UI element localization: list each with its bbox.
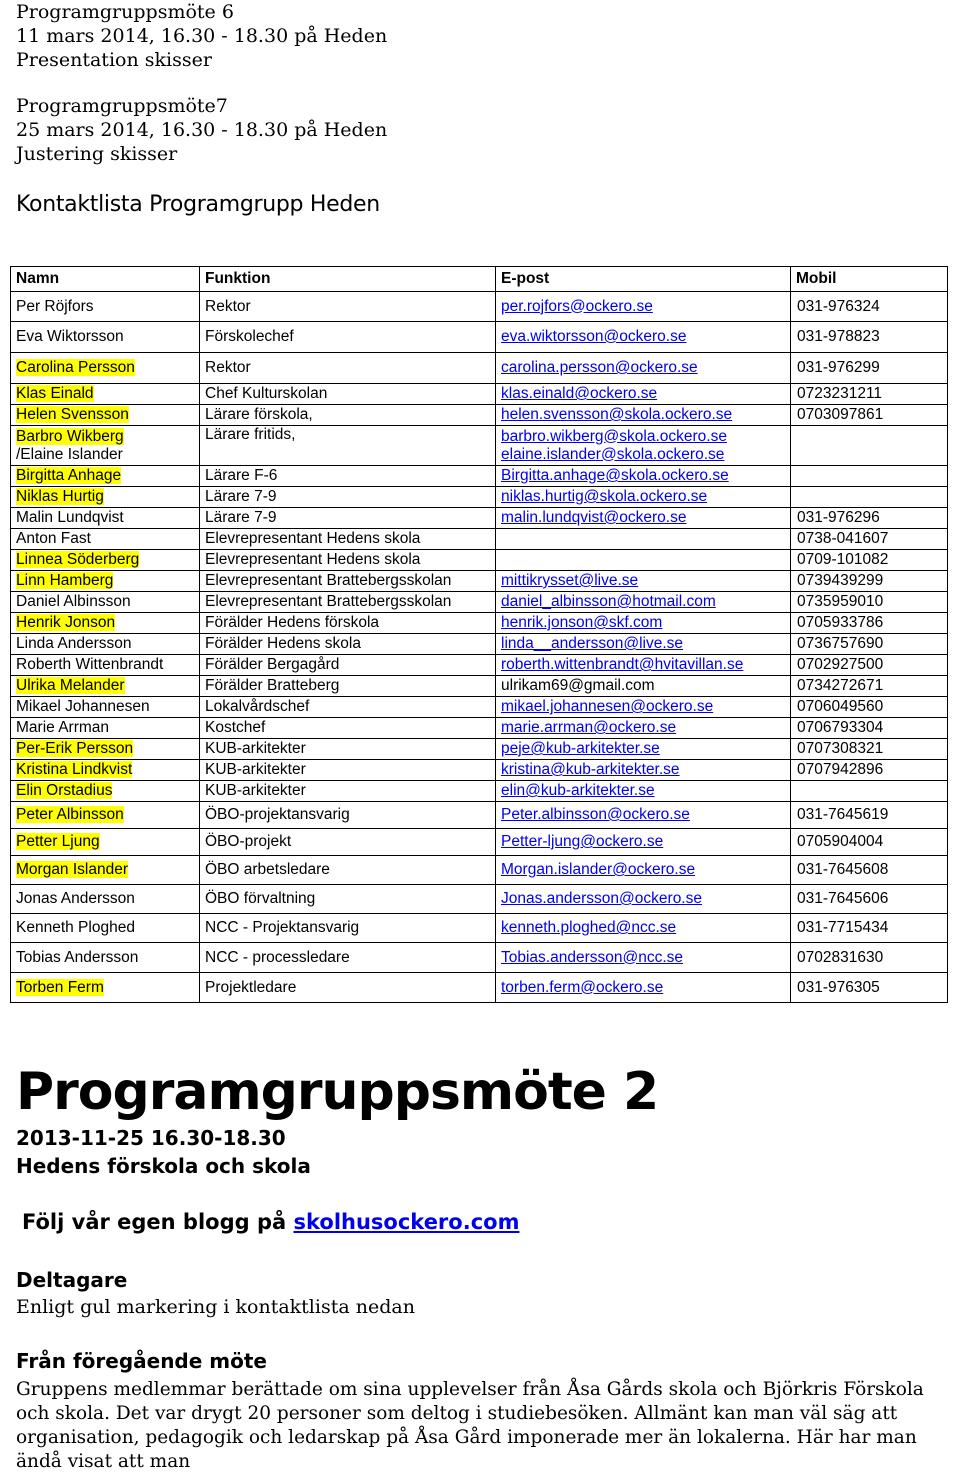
cell-phone: 031-7645606 <box>791 885 948 914</box>
cell-name <box>11 322 200 353</box>
cell-email <box>496 529 791 550</box>
cell-phone: 031-7715434 <box>791 914 948 943</box>
meeting-7-date: 25 mars 2014, 16.30 - 18.30 på Heden <box>16 119 388 141</box>
email-link[interactable]: peje@kub-arkitekter.se <box>501 740 660 757</box>
email-link[interactable]: carolina.persson@ockero.se <box>501 359 698 376</box>
cell-phone: 0735959010 <box>791 592 948 613</box>
contact-name-secondary: /Elaine Islander <box>16 445 123 463</box>
email-link[interactable]: klas.einald@ockero.se <box>501 385 658 402</box>
cell-phone: 031-978823 <box>791 322 948 353</box>
cell-email <box>496 550 791 571</box>
cell-function: Rektor <box>200 353 496 384</box>
cell-phone: 0707942896 <box>791 760 948 781</box>
cell-phone: 0723231211 <box>791 384 948 405</box>
cell-function: ÖBO arbetsledare <box>200 856 496 885</box>
cell-function: ÖBO-projekt <box>200 829 496 856</box>
email-link[interactable]: mikael.johannesen@ockero.se <box>501 698 714 715</box>
email-link[interactable]: barbro.wikberg@skola.ockero.se <box>501 427 727 445</box>
email-link[interactable]: marie.arrman@ockero.se <box>501 719 677 736</box>
cell-phone: 0738-041607 <box>791 529 948 550</box>
table-row <box>11 802 948 829</box>
cell-function: Lärare förskola, <box>200 405 496 426</box>
cell-email <box>496 426 791 466</box>
cell-function: ÖBO förvaltning <box>200 885 496 914</box>
cell-phone: 0707308321 <box>791 739 948 760</box>
contact-name: Peter Albinsson <box>16 806 124 823</box>
cell-phone: 031-976324 <box>791 292 948 322</box>
cell-name <box>11 943 200 973</box>
email-link[interactable]: ulrikam69@gmail.com <box>501 677 655 694</box>
cell-email <box>496 613 791 634</box>
cell-email <box>496 781 791 802</box>
cell-phone: 0706049560 <box>791 697 948 718</box>
cell-name <box>11 655 200 676</box>
blog-link[interactable]: skolhusockero.com <box>293 1210 520 1234</box>
table-row <box>11 943 948 973</box>
cell-name <box>11 508 200 529</box>
cell-phone: 031-976305 <box>791 973 948 1003</box>
contact-table-body <box>11 292 948 1003</box>
cell-function: Chef Kulturskolan <box>200 384 496 405</box>
meeting-7-topic: Justering skisser <box>16 143 178 165</box>
meeting-6-title: Programgruppsmöte 6 <box>16 1 234 23</box>
cell-phone: 031-976296 <box>791 508 948 529</box>
cell-name <box>11 676 200 697</box>
table-row <box>11 613 948 634</box>
cell-function: Förälder Bratteberg <box>200 676 496 697</box>
contact-name: Klas Einald <box>16 385 94 402</box>
email-link[interactable]: henrik.jonson@skf.com <box>501 614 663 631</box>
previous-meeting-heading: Från föregående möte <box>16 1349 267 1373</box>
contact-name: Tobias Andersson <box>16 948 139 966</box>
contact-name: Per Röjfors <box>16 297 94 315</box>
cell-email <box>496 571 791 592</box>
cell-email <box>496 885 791 914</box>
cell-phone <box>791 781 948 802</box>
contact-name: Birgitta Anhage <box>16 467 122 484</box>
cell-email <box>496 914 791 943</box>
email-link[interactable]: Tobias.andersson@ncc.se <box>501 948 684 966</box>
cell-name <box>11 529 200 550</box>
contact-name: Daniel Albinsson <box>16 593 131 610</box>
contact-name: Petter Ljung <box>16 833 100 850</box>
contact-name: Ulrika Melander <box>16 677 125 694</box>
cell-name <box>11 613 200 634</box>
cell-email <box>496 292 791 322</box>
table-row <box>11 292 948 322</box>
table-row <box>11 914 948 943</box>
cell-phone: 0706793304 <box>791 718 948 739</box>
cell-email <box>496 322 791 353</box>
cell-name <box>11 856 200 885</box>
participants-heading: Deltagare <box>16 1268 128 1292</box>
cell-name <box>11 487 200 508</box>
contact-name: Malin Lundqvist <box>16 509 124 526</box>
table-row <box>11 592 948 613</box>
contact-name: Jonas Andersson <box>16 890 135 907</box>
table-row <box>11 405 948 426</box>
cell-name <box>11 292 200 322</box>
header-epost: E-post <box>496 267 791 292</box>
table-row <box>11 571 948 592</box>
contact-name: Kristina Lindkvist <box>16 761 133 778</box>
cell-email <box>496 655 791 676</box>
cell-email <box>496 697 791 718</box>
meeting-6-date: 11 mars 2014, 16.30 - 18.30 på Heden <box>16 25 388 47</box>
table-row <box>11 550 948 571</box>
email-link[interactable]: linda__andersson@live.se <box>501 635 684 652</box>
contact-name: Per-Erik Persson <box>16 740 134 757</box>
cell-function: Lärare F-6 <box>200 466 496 487</box>
cell-phone: 0702831630 <box>791 943 948 973</box>
email-link[interactable]: Morgan.islander@ockero.se <box>501 861 696 878</box>
cell-email <box>496 487 791 508</box>
table-row <box>11 508 948 529</box>
meeting-7-title: Programgruppsmöte7 <box>16 95 228 117</box>
cell-phone: 031-7645608 <box>791 856 948 885</box>
contact-name: Elin Orstadius <box>16 782 113 799</box>
contact-name: Linda Andersson <box>16 635 132 652</box>
email-link[interactable]: niklas.hurtig@skola.ockero.se <box>501 488 708 505</box>
cell-name <box>11 802 200 829</box>
email-link[interactable]: Peter.albinsson@ockero.se <box>501 806 690 823</box>
cell-email <box>496 384 791 405</box>
cell-email <box>496 943 791 973</box>
contact-name: Niklas Hurtig <box>16 488 104 505</box>
cell-phone <box>791 487 948 508</box>
table-row <box>11 655 948 676</box>
cell-name <box>11 550 200 571</box>
table-row <box>11 781 948 802</box>
meeting-2-title: Programgruppsmöte 2 <box>16 1062 659 1122</box>
cell-name <box>11 426 200 466</box>
cell-function: Elevrepresentant Hedens skola <box>200 529 496 550</box>
cell-function: NCC - processledare <box>200 943 496 973</box>
contact-name: Mikael Johannesen <box>16 698 150 715</box>
cell-function: Lärare 7-9 <box>200 508 496 529</box>
email-link[interactable]: kenneth.ploghed@ncc.se <box>501 919 677 936</box>
contact-name: Barbro Wikberg <box>16 427 124 445</box>
table-row <box>11 829 948 856</box>
blog-line <box>22 1210 519 1234</box>
cell-function: Förälder Bergagård <box>200 655 496 676</box>
email-link[interactable]: roberth.wittenbrandt@hvitavillan.se <box>501 656 744 673</box>
email-link[interactable]: mittikrysset@live.se <box>501 572 639 589</box>
cell-email <box>496 353 791 384</box>
table-row <box>11 856 948 885</box>
contact-name: Eva Wiktorsson <box>16 328 124 345</box>
email-link[interactable]: kristina@kub-arkitekter.se <box>501 761 680 778</box>
cell-name <box>11 739 200 760</box>
cell-name <box>11 781 200 802</box>
table-row <box>11 353 948 384</box>
cell-email <box>496 405 791 426</box>
table-row <box>11 634 948 655</box>
cell-name <box>11 697 200 718</box>
contact-name: Kenneth Ploghed <box>16 919 135 936</box>
cell-email <box>496 973 791 1003</box>
table-row <box>11 676 948 697</box>
email-link[interactable]: daniel_albinsson@hotmail.com <box>501 593 716 610</box>
table-row <box>11 466 948 487</box>
contact-name: Marie Arrman <box>16 719 110 736</box>
cell-email <box>496 760 791 781</box>
cell-function: Lärare fritids, <box>200 426 496 466</box>
cell-email <box>496 802 791 829</box>
cell-function: KUB-arkitekter <box>200 760 496 781</box>
email-link[interactable]: malin.lundqvist@ockero.se <box>501 509 687 526</box>
cell-phone: 0703097861 <box>791 405 948 426</box>
email-link-secondary[interactable]: elaine.islander@skola.ockero.se <box>501 445 725 463</box>
table-row <box>11 322 948 353</box>
table-row <box>11 718 948 739</box>
cell-phone: 0734272671 <box>791 676 948 697</box>
table-row <box>11 973 948 1003</box>
email-link[interactable]: elin@kub-arkitekter.se <box>501 782 655 799</box>
participants-text: Enligt gul markering i kontaktlista nedan <box>16 1296 415 1318</box>
email-link[interactable]: Petter-ljung@ockero.se <box>501 833 664 850</box>
cell-email <box>496 856 791 885</box>
blog-prefix: Följ vår egen blogg på <box>22 1210 294 1234</box>
contact-list-title: Kontaktlista Programgrupp Heden <box>16 192 380 217</box>
contact-name: Helen Svensson <box>16 406 129 423</box>
contact-name: Anton Fast <box>16 530 91 547</box>
meeting-schedule <box>16 0 387 166</box>
header-mobil: Mobil <box>791 267 948 292</box>
cell-phone: 0702927500 <box>791 655 948 676</box>
cell-function: Förälder Hedens förskola <box>200 613 496 634</box>
table-row <box>11 739 948 760</box>
cell-function: Projektledare <box>200 973 496 1003</box>
cell-name <box>11 760 200 781</box>
cell-phone: 0709-101082 <box>791 550 948 571</box>
cell-email <box>496 592 791 613</box>
cell-email <box>496 634 791 655</box>
table-row <box>11 426 948 466</box>
cell-name <box>11 829 200 856</box>
cell-function: Kostchef <box>200 718 496 739</box>
cell-function: KUB-arkitekter <box>200 781 496 802</box>
header-namn: Namn <box>11 267 200 292</box>
cell-email <box>496 466 791 487</box>
email-link[interactable]: Jonas.andersson@ockero.se <box>501 890 702 907</box>
cell-function: Förskolechef <box>200 322 496 353</box>
cell-name <box>11 885 200 914</box>
cell-phone: 0736757690 <box>791 634 948 655</box>
cell-email <box>496 718 791 739</box>
cell-function: Elevrepresentant Brattebergsskolan <box>200 571 496 592</box>
cell-name <box>11 634 200 655</box>
cell-function: ÖBO-projektansvarig <box>200 802 496 829</box>
cell-name <box>11 353 200 384</box>
previous-meeting-text: Gruppens medlemmar berättade om sina upplevelser från Åsa Gårds skola och Björkris Förskola och skola. Det var drygt 20 personer som deltog i studiebesöken. Allmänt kan man väl säg att organisation, pedagogik och ledarskap på Åsa Gård imponerade mer än lokalerna. Här har man ändå visat att man <box>16 1379 924 1472</box>
cell-phone: 031-976299 <box>791 353 948 384</box>
cell-phone: 0705904004 <box>791 829 948 856</box>
table-row <box>11 697 948 718</box>
contact-name: Henrik Jonson <box>16 614 116 631</box>
meeting-2-date: 2013-11-25 16.30-18.30 <box>16 1126 286 1150</box>
email-link[interactable]: eva.wiktorsson@ockero.se <box>501 328 687 345</box>
cell-email <box>496 739 791 760</box>
contact-name: Morgan Islander <box>16 861 129 878</box>
contact-name: Roberth Wittenbrandt <box>16 656 164 673</box>
cell-function: Lokalvårdschef <box>200 697 496 718</box>
cell-function: Elevrepresentant Brattebergsskolan <box>200 592 496 613</box>
cell-name <box>11 592 200 613</box>
contact-table <box>10 266 948 1003</box>
cell-function: Lärare 7-9 <box>200 487 496 508</box>
table-row <box>11 487 948 508</box>
table-row <box>11 760 948 781</box>
cell-name <box>11 466 200 487</box>
cell-function: KUB-arkitekter <box>200 739 496 760</box>
cell-name <box>11 405 200 426</box>
cell-function: Förälder Hedens skola <box>200 634 496 655</box>
cell-phone: 031-7645619 <box>791 802 948 829</box>
cell-function: NCC - Projektansvarig <box>200 914 496 943</box>
table-row <box>11 529 948 550</box>
contact-name: Linnea Söderberg <box>16 551 140 568</box>
contact-name: Torben Ferm <box>16 978 104 996</box>
email-link[interactable]: torben.ferm@ockero.se <box>501 978 664 996</box>
cell-email <box>496 829 791 856</box>
contact-name: Linn Hamberg <box>16 572 114 589</box>
table-row <box>11 384 948 405</box>
meeting-2-place: Hedens förskola och skola <box>16 1154 311 1178</box>
cell-phone: 0739439299 <box>791 571 948 592</box>
cell-name <box>11 571 200 592</box>
email-link[interactable]: helen.svensson@skola.ockero.se <box>501 406 733 423</box>
cell-function: Elevrepresentant Hedens skola <box>200 550 496 571</box>
cell-name <box>11 973 200 1003</box>
cell-name <box>11 384 200 405</box>
email-link[interactable]: per.rojfors@ockero.se <box>501 297 653 315</box>
cell-name <box>11 718 200 739</box>
header-funktion: Funktion <box>200 267 496 292</box>
cell-email <box>496 508 791 529</box>
meeting-6-topic: Presentation skisser <box>16 49 212 71</box>
cell-name <box>11 914 200 943</box>
cell-phone: 0705933786 <box>791 613 948 634</box>
table-header-row <box>11 267 948 292</box>
table-row <box>11 885 948 914</box>
email-link[interactable]: Birgitta.anhage@skola.ockero.se <box>501 467 729 484</box>
cell-phone <box>791 466 948 487</box>
cell-phone <box>791 426 948 466</box>
contact-name: Carolina Persson <box>16 359 135 376</box>
cell-function: Rektor <box>200 292 496 322</box>
cell-email <box>496 676 791 697</box>
